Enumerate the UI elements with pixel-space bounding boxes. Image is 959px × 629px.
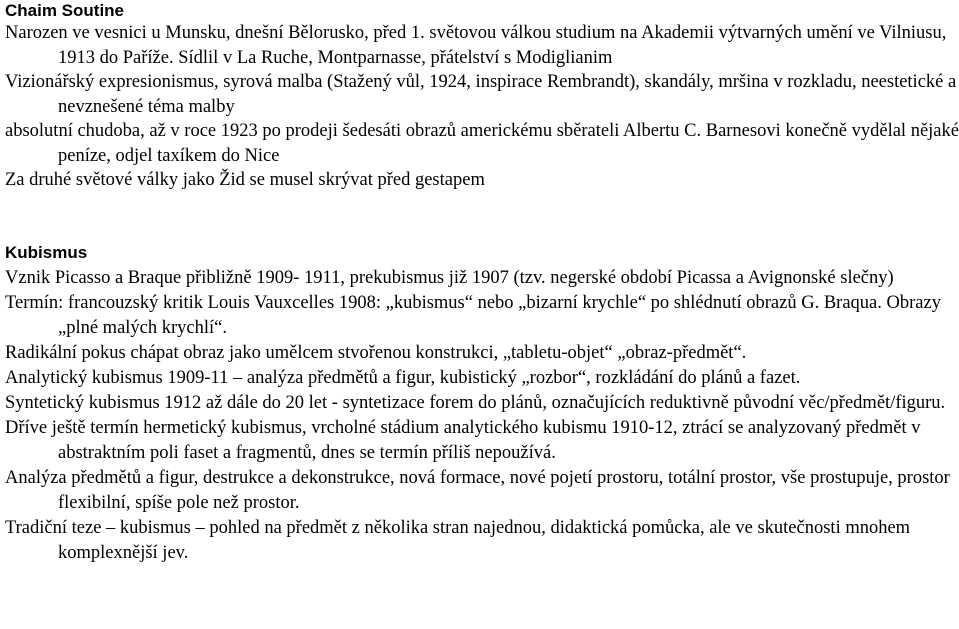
paragraph: Narozen ve vesnici u Munsku, dnešní Bělorusko, před 1. světovou válkou studium na Akademii výtvarných umění ve Vilniusu, 1913 do Paříže. Sídlil v La Ruche, Montparnasse, přátelství s Modiglianim [5,23,947,68]
paragraph: Analytický kubismus 1909-11 – analýza předmětů a figur, kubistický „rozbor“, rozkládání do plánů a fazet. [5,367,801,388]
document-page [5,0,959,566]
section-soutine [5,1,959,193]
paragraph: Radikální pokus chápat obraz jako umělcem stvořenou konstrukci, „tabletu-objet“ „obraz-předmět“. [5,342,747,363]
paragraph: Syntetický kubismus 1912 až dále do 20 let - syntetizace forem do plánů, označujících reduktivně původní věc/předmět/figuru. [5,392,946,413]
paragraph: Vznik Picasso a Braque přibližně 1909- 1911, prekubismus již 1907 (tzv. negerské období Picassa a Avignonské slečny) [5,267,894,288]
paragraph: Za druhé světové války jako Žid se musel skrývat před gestapem [5,170,485,190]
paragraph: Termín: francouzský kritik Louis Vauxcelles 1908: „kubismus“ nebo „bizarní krychle“ po shlédnutí obrazů G. Braqua. Obrazy „plné malých krychlí“. [5,292,941,338]
section-gap [5,193,959,241]
paragraph: Analýza předmětů a figur, destrukce a dekonstrukce, nová formace, nové pojetí prostoru, totální prostor, vše prostupuje, prostor flexibilní, spíše pole než prostor. [5,467,950,513]
paragraph: Vizionářský expresionismus, syrová malba (Stažený vůl, 1924, inspirace Rembrandt), skandály, mršina v rozkladu, neestetické a nevznešené téma malby [5,72,957,117]
paragraph: Dříve ještě termín hermetický kubismus, vrcholné stádium analytického kubismu 1910-12, ztrácí se analyzovaný předmět v abstraktním poli faset a fragmentů, dnes se termín příliš nepoužívá. [5,417,921,463]
section-title-kubismus: Kubismus [5,242,88,262]
section-title-soutine: Chaim Soutine [5,1,125,20]
paragraph: absolutní chudoba, až v roce 1923 po prodeji šedesáti obrazů americkému sběrateli Albertu C. Barnesovi konečně vydělal nějaké peníze, odjel taxíkem do Nice [5,121,959,166]
paragraph: Tradiční teze – kubismus – pohled na předmět z několika stran najednou, didaktická pomůcka, ale ve skutečnosti mnohem komplexnější jev. [5,517,911,563]
section-kubismus [5,243,959,566]
